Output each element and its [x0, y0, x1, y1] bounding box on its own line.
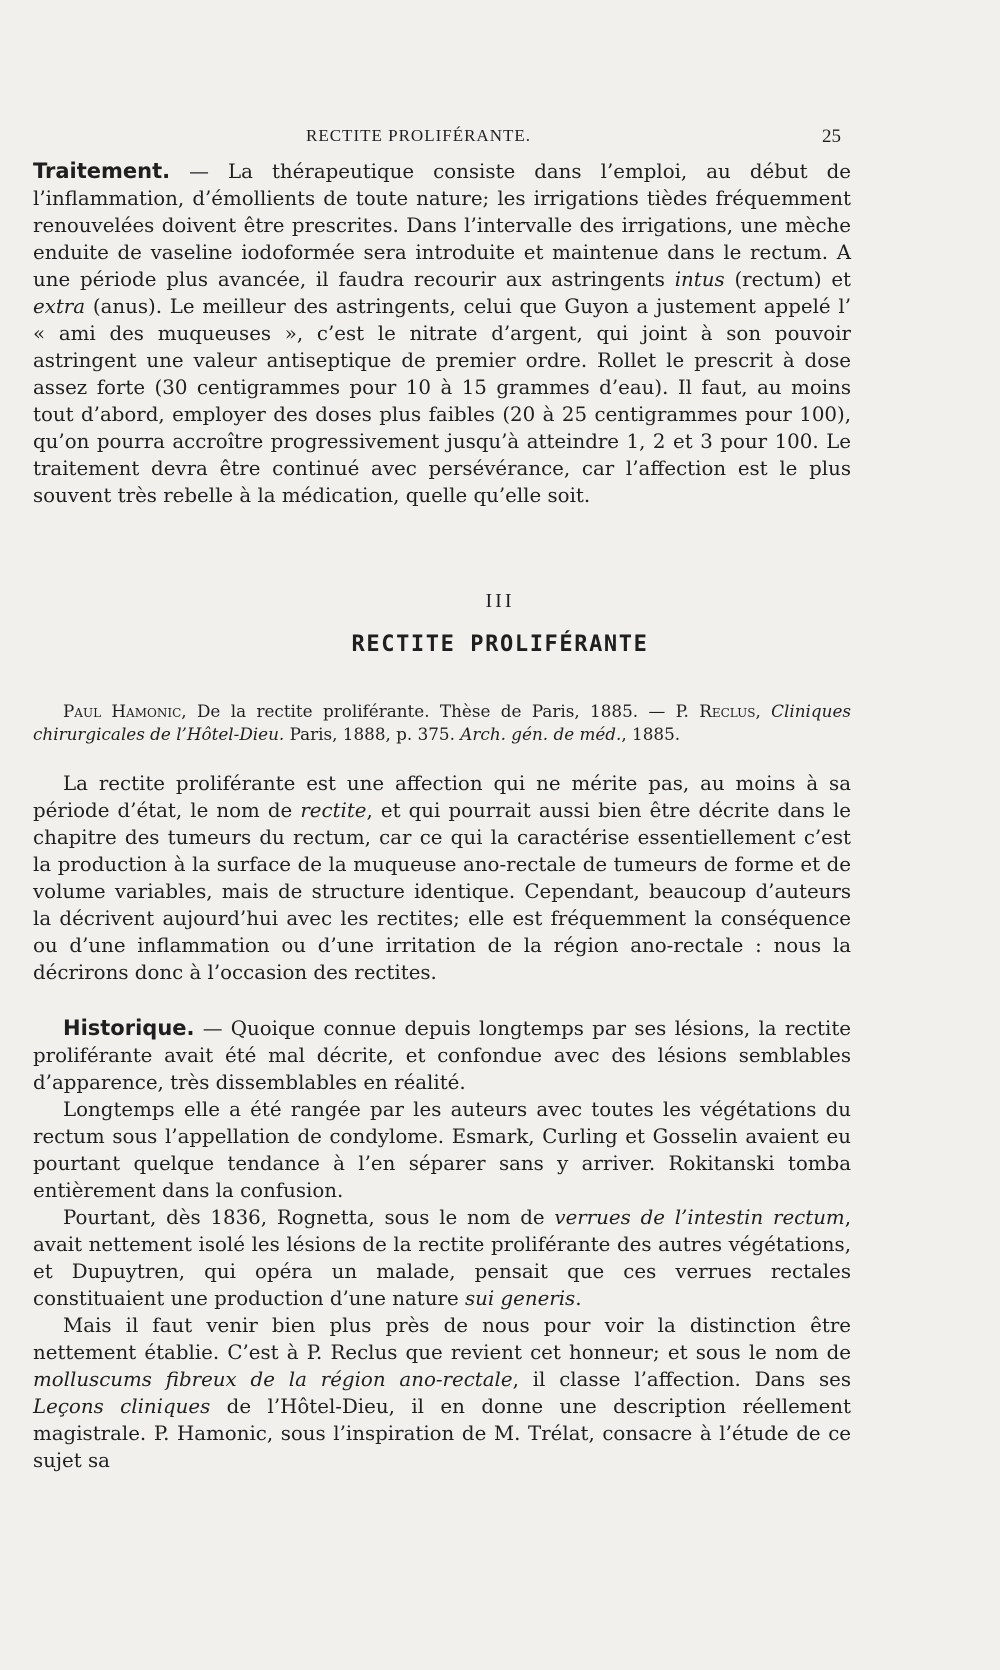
- historique-paragraph-2: Longtemps elle a été rangée par les auteurs avec toutes les végétations du rectum sous l’appellation de condylome. Esmark, Curling et Gosselin avaient eu pourtant quelque tendance à l’en séparer sans y arriver. Rokitanski tomba entièrement dans la confusion.: [33, 1098, 851, 1202]
- page-number: 25: [822, 126, 841, 147]
- traitement-text: (anus). Le meilleur des astringents, celui que Guyon a justement appelé l’ « ami des muqueuses », c’est le nitrate d’argent, qui joint à son pouvoir astringent une valeur antiseptique de premier ordre. Rollet le prescrit à dose assez forte (30 centigrammes pour 10 à 15 grammes d’eau). Il faut, au moins tout d’abord, employer des doses plus faibles (20 à 25 centigrammes pour 100), qu’on pourra accroître progressivement jusqu’à atteindre 1, 2 et 3 pour 100. Le traitement devra être continué avec persévérance, car l’affection est le plus souvent très rebelle à la médication, quelle qu’elle soit.: [33, 295, 851, 507]
- running-head: [0, 126, 1000, 150]
- historique-text: , il classe l’affection. Dans ses: [512, 1368, 851, 1391]
- historique-text: — Quoique connue depuis longtemps par ses lésions, la rectite proliférante avait été mal décrite, et confondue avec des lésions semblables d’apparence, très dissemblables en réalité.: [33, 1017, 851, 1094]
- historique-heading: Historique.: [63, 1016, 195, 1040]
- italic-term: sui generis: [464, 1287, 576, 1310]
- bibliography: [33, 700, 851, 746]
- traitement-text: (rectum) et: [724, 268, 852, 291]
- bib-author: P. Reclus: [675, 701, 756, 721]
- intro-text: La rectite proliférante est une affection qui ne mérite pas, au moins à sa période d’état, le nom de: [33, 772, 851, 822]
- italic-term: Leçons cliniques: [33, 1395, 211, 1418]
- intro-section: [33, 770, 851, 986]
- bib-text: , 1885.: [621, 724, 681, 744]
- traitement-section: [33, 158, 851, 509]
- section-number: III: [485, 590, 515, 612]
- italic-term: verrues de l’intestin rectum: [554, 1206, 845, 1229]
- historique-paragraph-4: [33, 1312, 851, 1474]
- historique-paragraph-1: [33, 1015, 851, 1096]
- intro-paragraph: [33, 770, 851, 986]
- bib-title: Cliniques chirurgicales de l’Hôtel-Dieu.: [33, 701, 852, 744]
- section-title: RECTITE PROLIFÉRANTE: [351, 632, 649, 657]
- bibliography-paragraph: [33, 700, 851, 746]
- bib-author: Paul Hamonic: [63, 701, 182, 721]
- latin-term-extra: extra: [33, 295, 86, 318]
- term-rectite: rectite: [300, 799, 367, 822]
- traitement-heading: Traitement.: [33, 159, 171, 183]
- running-title: RECTITE PROLIFÉRANTE.: [306, 126, 531, 145]
- historique-text: Mais il faut venir bien plus près de nous pour voir la distinction être nettement établie. C’est à P. Reclus que revient cet honneur; et sous le nom de: [33, 1314, 851, 1364]
- latin-term-intus: intus: [674, 268, 725, 291]
- traitement-text: — La thérapeutique consiste dans l’emploi, au début de l’inflammation, d’émollients de toute nature; les irrigations tièdes fréquemment renouvelées doivent être prescrites. Dans l’intervalle des irrigations, une mèche enduite de vaseline iodoformée sera introduite et maintenue dans le rectum. A une période plus avancée, il faudra recourir aux astringents: [33, 160, 851, 291]
- bib-text: ,: [755, 701, 772, 721]
- historique-text: Pourtant, dès 1836, Rognetta, sous le nom de: [63, 1206, 555, 1229]
- bib-journal: Arch. gén. de méd.: [460, 724, 622, 744]
- traitement-paragraph: [33, 158, 851, 509]
- intro-text: , et qui pourrait aussi bien être décrite dans le chapitre des tumeurs du rectum, car ce qui la caractérise essentiellement c’est la production à la surface de la muqueuse ano-rectale de tumeurs de forme et de volume variables, mais de structure identique. Cependant, beaucoup d’auteurs la décrivent aujourd’hui avec les rectites; elle est fréquemment la conséquence ou d’une inflammation ou d’une irritation de la région ano-rectale : nous la décrirons donc à l’occasion des rectites.: [33, 799, 851, 984]
- bib-text: Paris, 1888, p. 375.: [284, 724, 461, 744]
- historique-text: de l’Hôtel-Dieu, il en donne une description réellement magistrale. P. Hamonic, sous l’inspiration de M. Trélat, consacre à l’étude de ce sujet sa: [33, 1395, 851, 1472]
- historique-section: [33, 1015, 851, 1474]
- historique-text: .: [575, 1287, 582, 1310]
- bib-text: , De la rectite proliférante. Thèse de Paris, 1885. —: [181, 701, 676, 721]
- italic-term: molluscums fibreux de la région ano-rectale: [33, 1368, 513, 1391]
- historique-paragraph-3: [33, 1204, 851, 1312]
- historique-text: , avait nettement isolé les lésions de la rectite proliférante des autres végétations, et Dupuytren, qui opéra un malade, pensait que ces verrues rectales constituaient une production d’une nature: [33, 1206, 851, 1310]
